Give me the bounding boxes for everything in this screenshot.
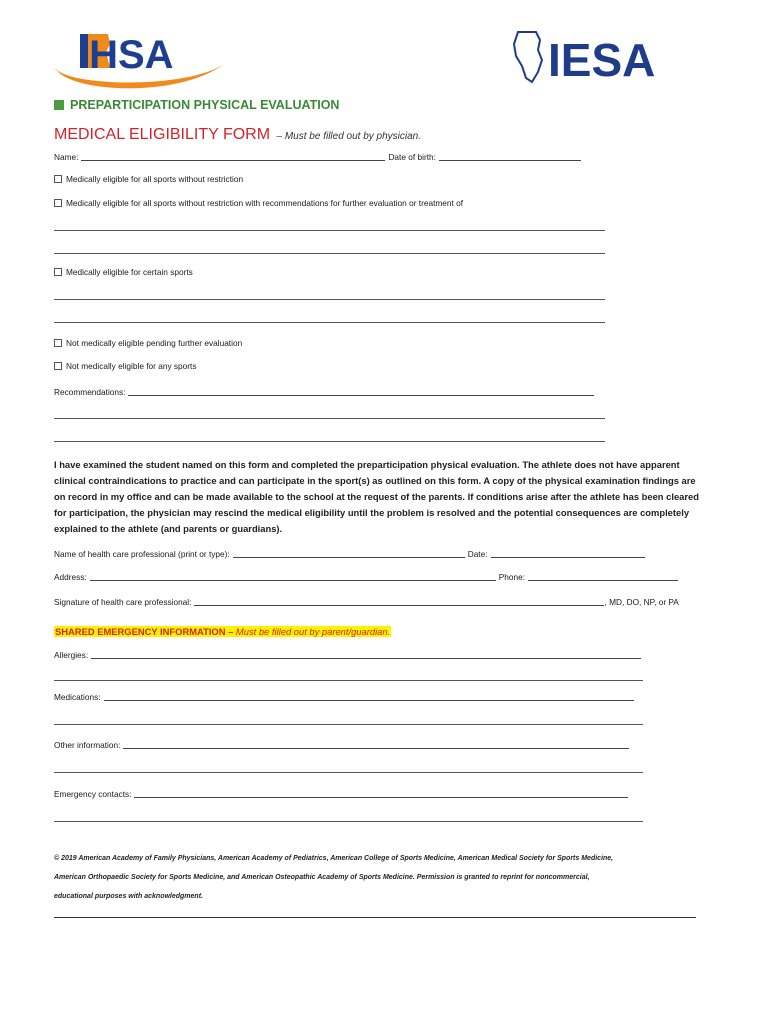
iesa-logo [510,26,690,86]
attestation-paragraph: I have examined the student named on this form and completed the preparticipation physical evaluation. The athlete does not have apparent clinical contraindications to practice and can participate in the sport(s) as outlined on this form. A copy of the physical examination findings are on record in my office and can be made available to the school at the request of the parents. If conditions arise after the athlete has been cleared for participation, the physician may rescind the medical eligibility until the problem is resolved and the potential consequences are completely explained to the athlete (and parents or guardians). [54,459,699,534]
checkbox-label: Not medically eligible for any sports [66,361,197,371]
checkbox-label: Medically eligible for all sports without restriction with recommendations for further evaluation or treatment of [66,198,464,208]
address-label: Address: [54,572,87,582]
recommendations-field[interactable] [128,386,594,396]
form-subtitle: – Must be filled out by physician. [276,131,422,142]
copyright-line-3: educational purposes with acknowledgment. [54,893,203,900]
form-title-text: MEDICAL ELIGIBILITY FORM [54,126,271,143]
provider-date-label: Date: [467,549,488,559]
medications-label: Medications: [54,692,101,702]
checkbox-icon[interactable] [54,339,62,347]
other-info-field[interactable] [123,739,629,749]
checkbox-eligible-with-recommendations[interactable] [54,198,463,208]
emergency-contacts-row [54,788,631,799]
form-title [54,126,421,144]
section-heading-text: PREPARTICIPATION PHYSICAL EVALUATION [70,98,340,112]
address-field[interactable] [90,571,496,581]
allergies-line-2[interactable] [54,680,643,681]
recommendations-line-2[interactable] [54,441,605,442]
allergies-label: Allergies: [54,650,89,660]
provider-name-row [54,548,648,559]
recommendations-label: Recommendations: [54,387,126,397]
checkbox-icon[interactable] [54,199,62,207]
signature-field[interactable] [194,596,604,606]
provider-name-field[interactable] [233,548,465,558]
checkbox-icon[interactable] [54,268,62,276]
checkbox-icon[interactable] [54,362,62,370]
shared-emergency-heading [54,626,391,637]
treatment-line-2[interactable] [54,253,605,254]
name-label: Name: [54,152,79,162]
allergies-row [54,649,644,660]
checkbox-label: Medically eligible for all sports without restriction [66,174,244,184]
provider-name-label: Name of health care professional (print or type): [54,549,230,559]
ihsa-logo [52,24,227,94]
medications-row [54,691,637,702]
certain-sports-line-2[interactable] [54,322,605,323]
phone-label: Phone: [498,572,526,582]
other-info-line-2[interactable] [54,772,643,773]
footer-divider [54,917,696,918]
name-dob-row [54,151,584,162]
allergies-field[interactable] [91,649,641,659]
recommendations-line-1[interactable] [54,418,605,419]
dob-field[interactable] [439,151,581,161]
dob-label: Date of birth: [388,152,436,162]
certain-sports-line-1[interactable] [54,299,605,300]
ihsa-logo-text: IHSA [78,33,174,77]
medications-field[interactable] [104,691,634,701]
checkbox-label: Not medically eligible pending further evaluation [66,338,243,348]
checkbox-not-eligible-any[interactable] [54,361,197,371]
copyright-line-2: American Orthopaedic Society for Sports Medicine, and American Osteopathic Academy of Sports Medicine. Permission is granted to reprint for noncommercial, [54,874,590,881]
iesa-logo-text: IESA [548,34,656,86]
checkbox-not-eligible-pending[interactable] [54,338,242,348]
green-square-icon [54,100,64,110]
treatment-line-1[interactable] [54,230,605,231]
shared-title: SHARED EMERGENCY INFORMATION – [55,626,234,637]
provider-date-field[interactable] [491,548,645,558]
name-field[interactable] [81,151,385,161]
credentials-suffix: , MD, DO, NP, or PA [604,597,679,607]
other-info-label: Other information: [54,740,121,750]
medications-line-2[interactable] [54,724,643,725]
checkbox-icon[interactable] [54,175,62,183]
phone-field[interactable] [528,571,678,581]
recommendations-row [54,386,597,397]
checkbox-eligible-all[interactable] [54,174,243,184]
emergency-contacts-field[interactable] [134,788,628,798]
signature-row [54,596,679,607]
copyright-line-1: © 2019 American Academy of Family Physicians, American Academy of Pediatrics, American College of Sports Medicine, American Medical Society for Sports Medicine, [54,855,614,862]
emergency-contacts-label: Emergency contacts: [54,789,132,799]
address-phone-row [54,571,681,582]
emergency-contacts-line-2[interactable] [54,821,643,822]
shared-subtitle: Must be filled out by parent/guardian. [235,626,391,637]
other-info-row [54,739,632,750]
section-heading [54,98,339,112]
checkbox-label: Medically eligible for certain sports [66,267,193,277]
signature-label: Signature of health care professional: [54,597,192,607]
checkbox-eligible-certain-sports[interactable] [54,267,193,277]
